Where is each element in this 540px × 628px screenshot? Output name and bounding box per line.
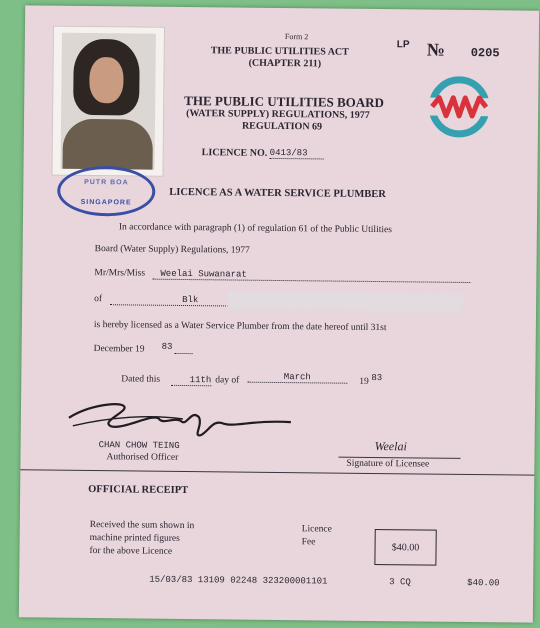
official-stamp: PUTR BOA SINGAPORE	[57, 166, 156, 217]
day-of-label: day of	[215, 375, 240, 386]
receipt-divider	[20, 469, 534, 475]
expiry-year: 83	[161, 341, 173, 352]
fee-label-1: Licence	[301, 524, 332, 535]
act-title: THE PUBLIC UTILITIES ACT	[210, 45, 349, 58]
serial-prefix: LP	[396, 39, 410, 51]
body-line-2: Board (Water Supply) Regulations, 1977	[94, 244, 250, 256]
salutation: Mr/Mrs/Miss	[94, 268, 146, 279]
form-number: Form 2	[284, 32, 309, 42]
licensee-signature: Weelai	[374, 439, 407, 454]
board-title: THE PUBLIC UTILITIES BOARD	[184, 92, 385, 111]
board-regulations: (WATER SUPPLY) REGULATIONS, 1977	[186, 108, 370, 121]
licence-title: LICENCE AS A WATER SERVICE PLUMBER	[169, 186, 386, 201]
serial-number: 0205	[470, 45, 500, 61]
receipt-desc-1: Received the sum shown in	[89, 520, 195, 532]
dated-label: Dated this	[121, 374, 161, 385]
licensee-photo	[51, 26, 165, 177]
address: Blk	[110, 294, 462, 309]
receipt-desc-3: for the above Licence	[89, 546, 173, 557]
serial-number-symbol: №	[426, 39, 445, 60]
machine-print-amount: $40.00	[467, 577, 500, 589]
year: 83	[371, 372, 383, 384]
address-redaction	[227, 291, 463, 311]
officer-signature-icon	[63, 396, 303, 443]
machine-print-line: 15/03/83 13109 02248 323200001101	[149, 574, 328, 587]
licence-document	[19, 5, 539, 622]
body-line-3: is hereby licensed as a Water Service Plumber from the date hereof until 31st	[93, 320, 387, 334]
fee-box: $40.00	[374, 529, 436, 566]
licensee-signature-label: Signature of Licensee	[346, 458, 430, 470]
of-label: of	[94, 294, 103, 305]
fee-label-2: Fee	[301, 537, 316, 548]
holder-name: Weelai Suwanarat	[152, 269, 470, 283]
machine-print-code: 3 CQ	[389, 577, 411, 588]
year-prefix: 19	[359, 376, 369, 387]
day: 11th	[171, 375, 211, 386]
officer-name: CHAN CHOW TEING	[98, 440, 180, 451]
licence-number-label: LICENCE NO.	[201, 147, 268, 159]
act-chapter: (CHAPTER 211)	[248, 57, 322, 70]
month: March	[247, 372, 347, 384]
officer-title: Authorised Officer	[106, 452, 179, 463]
expiry-prefix: December 19	[93, 344, 145, 355]
licence-number: 0413/83	[270, 148, 324, 160]
body-line-1: In accordance with paragraph (1) of regulation 61 of the Public Utilities	[118, 222, 392, 236]
board-regulation-number: REGULATION 69	[241, 120, 323, 133]
pub-logo-icon	[428, 76, 491, 139]
receipt-desc-2: machine printed figures	[89, 533, 180, 544]
receipt-title: OFFICIAL RECEIPT	[88, 484, 189, 497]
